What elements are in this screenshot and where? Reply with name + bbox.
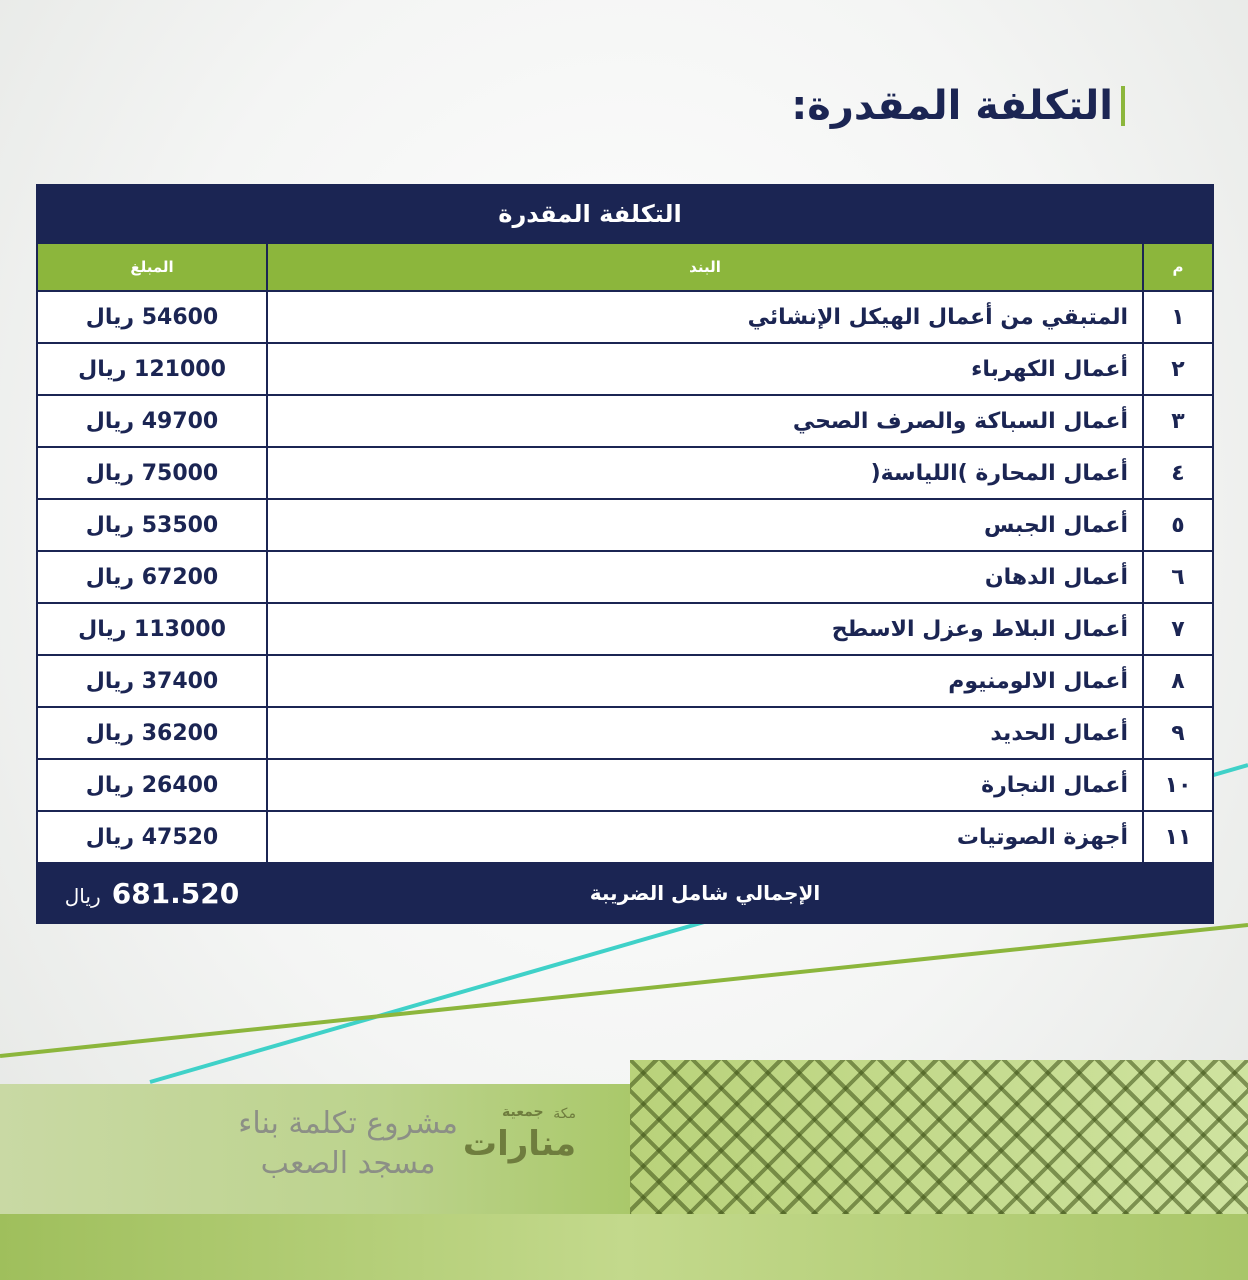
row-amount: 54600 ريال: [37, 291, 267, 343]
column-header-item: البند: [267, 243, 1143, 291]
page-title-text: التكلفة المقدرة:: [791, 83, 1113, 129]
table-row: [37, 343, 1213, 395]
project-line-2: مسجد الصعب: [260, 1146, 436, 1181]
table-row: [37, 655, 1213, 707]
logo-main-text: منارات: [462, 1124, 576, 1164]
row-number: ٤: [1143, 447, 1213, 499]
row-number: ٥: [1143, 499, 1213, 551]
project-line-1: مشروع تكلمة بناء: [238, 1106, 458, 1141]
total-value: 681.520: [111, 876, 240, 910]
total-amount: [37, 863, 267, 923]
row-number: ١: [1143, 291, 1213, 343]
total-currency: ريال: [64, 883, 101, 908]
table-row: [37, 551, 1213, 603]
project-name: [238, 1104, 458, 1184]
row-number: ٢: [1143, 343, 1213, 395]
row-amount: 67200 ريال: [37, 551, 267, 603]
cost-table: [36, 184, 1214, 924]
table-caption: التكلفة المقدرة: [37, 185, 1143, 243]
table-caption-row: [37, 185, 1213, 243]
row-item: أعمال النجارة: [267, 759, 1143, 811]
total-spacer: [1143, 863, 1213, 923]
table-row: [37, 447, 1213, 499]
row-amount: 37400 ريال: [37, 655, 267, 707]
row-item: أجهزة الصوتيات: [267, 811, 1143, 863]
row-item: أعمال المحارة )اللياسة(: [267, 447, 1143, 499]
row-number: ٩: [1143, 707, 1213, 759]
table-row: [37, 759, 1213, 811]
row-item: أعمال الجبس: [267, 499, 1143, 551]
row-number: ٦: [1143, 551, 1213, 603]
row-amount: 36200 ريال: [37, 707, 267, 759]
row-number: ١٠: [1143, 759, 1213, 811]
bottom-band: [0, 1214, 1248, 1280]
title-accent-bar: [1121, 86, 1125, 126]
table-row: [37, 811, 1213, 863]
table-row: [37, 499, 1213, 551]
row-amount: 47520 ريال: [37, 811, 267, 863]
row-amount: 75000 ريال: [37, 447, 267, 499]
table-header-row: [37, 243, 1213, 291]
row-item: أعمال البلاط وعزل الاسطح: [267, 603, 1143, 655]
row-item: أعمال السباكة والصرف الصحي: [267, 395, 1143, 447]
row-amount: 26400 ريال: [37, 759, 267, 811]
table-row: [37, 291, 1213, 343]
column-header-amount: المبلغ: [37, 243, 267, 291]
row-item: المتبقي من أعمال الهيكل الإنشائي: [267, 291, 1143, 343]
row-number: ٣: [1143, 395, 1213, 447]
table-row: [37, 395, 1213, 447]
total-label: الإجمالي شامل الضريبة: [267, 863, 1143, 923]
row-amount: 49700 ريال: [37, 395, 267, 447]
total-row: [37, 863, 1213, 923]
row-number: ١١: [1143, 811, 1213, 863]
row-number: ٨: [1143, 655, 1213, 707]
row-item: أعمال الحديد: [267, 707, 1143, 759]
row-item: أعمال الكهرباء: [267, 343, 1143, 395]
row-item: أعمال الدهان: [267, 551, 1143, 603]
caption-spacer: [1143, 185, 1213, 243]
logo-top-text: جمعية: [502, 1104, 544, 1120]
column-header-num: م: [1143, 243, 1213, 291]
row-amount: 113000 ريال: [37, 603, 267, 655]
table-row: [37, 707, 1213, 759]
row-number: ٧: [1143, 603, 1213, 655]
table-row: [37, 603, 1213, 655]
logo-city-text: مكة: [553, 1106, 576, 1122]
association-logo: [462, 1100, 576, 1190]
page-title: [791, 80, 1125, 132]
row-item: أعمال الالومنيوم: [267, 655, 1143, 707]
row-amount: 53500 ريال: [37, 499, 267, 551]
row-amount: 121000 ريال: [37, 343, 267, 395]
